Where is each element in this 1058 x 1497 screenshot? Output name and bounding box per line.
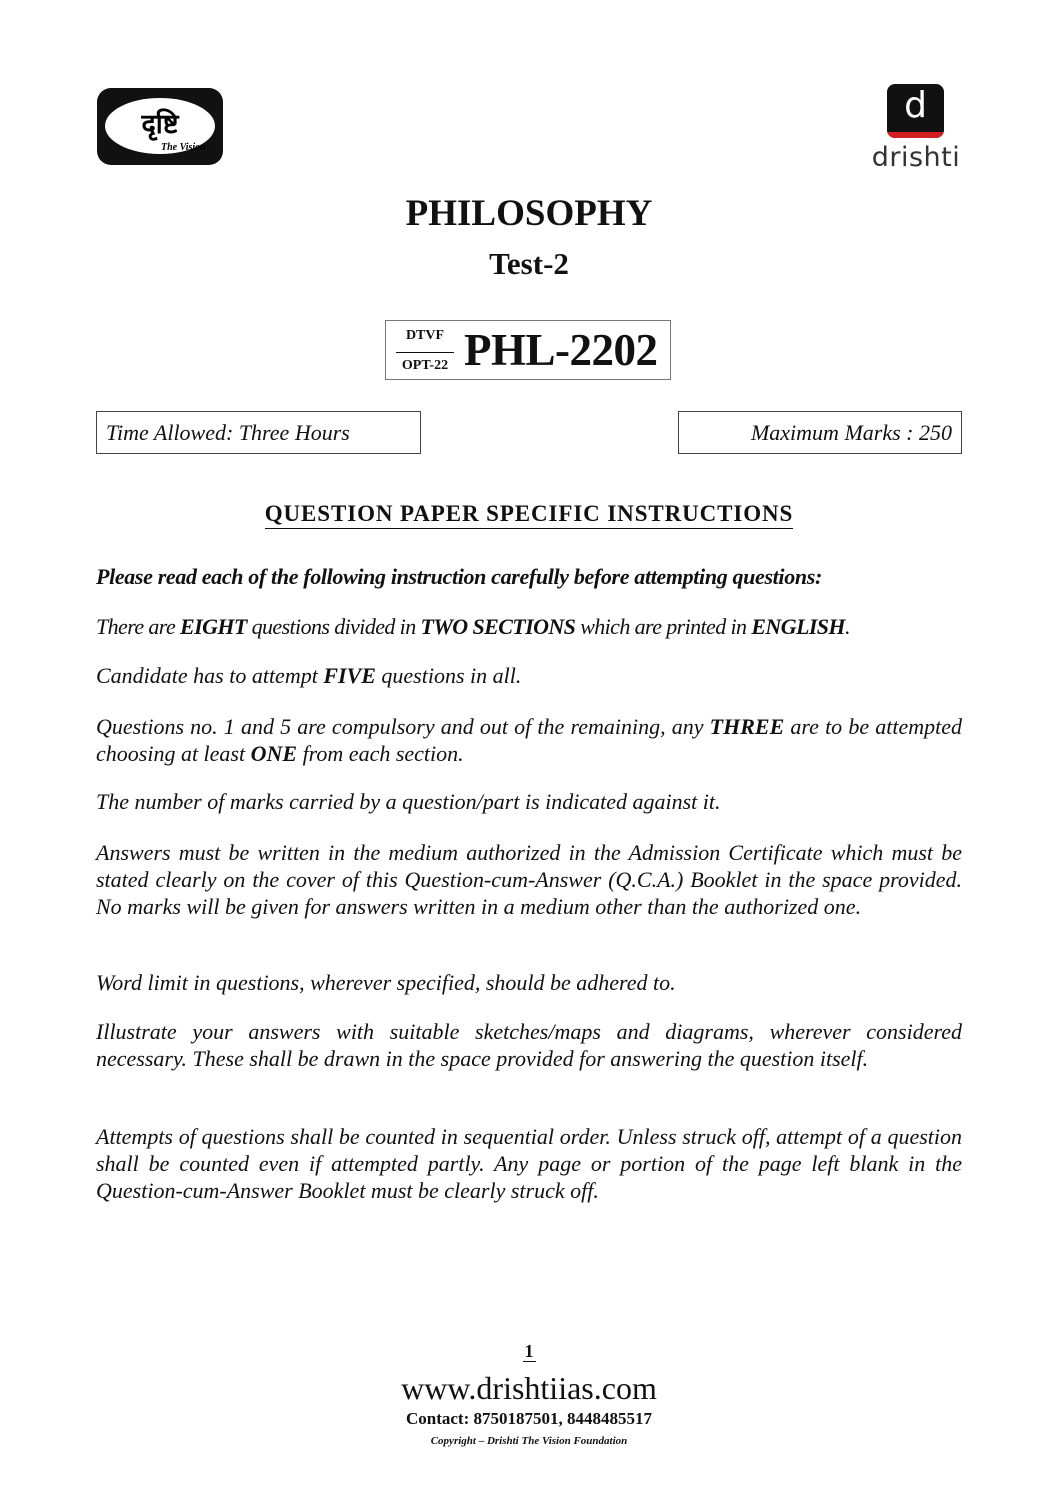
logo-oval (105, 98, 215, 154)
drishti-vision-logo (97, 88, 223, 165)
instructions-heading (0, 501, 1058, 527)
page-number-text: 1 (524, 1341, 534, 1361)
logo-red-bar (887, 132, 944, 138)
maximum-marks-box: Maximum Marks : 250 (678, 411, 962, 454)
code-fraction-bottom: OPT-22 (401, 358, 449, 373)
time-allowed-box: Time Allowed: Three Hours (96, 411, 421, 454)
instruction-illustrations: Illustrate your answers with suitable sketches/maps and diagrams, wherever considered necessary. These shall be drawn in the space provided for answering the question itself. (96, 1019, 962, 1071)
footer-copyright: Copyright – Drishti The Vision Foundation (430, 1435, 628, 1447)
footer-website: www.drishtiias.com (401, 1370, 657, 1406)
logo-tagline: The Vision (161, 142, 206, 153)
test-title: Test-2 (489, 246, 569, 281)
paper-code: PHL-2202 (464, 325, 658, 375)
instruction-word-limit: Word limit in questions, wherever specified, should be adhered to. (96, 970, 676, 995)
logo-tile-icon (887, 84, 944, 138)
page-number (0, 1341, 1058, 1362)
paper-code-box (385, 320, 671, 380)
logo-letter: d (904, 85, 927, 126)
subject-title: PHILOSOPHY (405, 193, 653, 234)
code-fraction-line (396, 352, 454, 353)
code-fraction-top: DTVF (405, 328, 445, 343)
instruction-marks: The number of marks carried by a question/part is indicated against it. (96, 789, 721, 814)
instruction-compulsory-questions: Questions no. 1 and 5 are compulsory and out of the remaining, any THREE are to be attempted choosing at least ONE from each section. (96, 714, 963, 766)
logo-wordmark: drishti (871, 142, 961, 173)
instruction-attempt-count: Candidate has to attempt FIVE questions in all. (96, 663, 522, 688)
footer-contact: Contact: 8750187501, 8448485517 (405, 1409, 652, 1428)
instructions-heading-text: QUESTION PAPER SPECIFIC INSTRUCTIONS (265, 501, 793, 529)
instructions-lead: Please read each of the following instruction carefully before attempting questions: (96, 564, 822, 589)
instruction-sequential-order: Attempts of questions shall be counted in sequential order. Unless struck off, attempt of a question shall be counted even if attempted partly. Any page or portion of the page left blank in the Question-cum-Answer Booklet must be clearly struck off. (96, 1124, 962, 1203)
instruction-medium: Answers must be written in the medium authorized in the Admission Certificate which must be stated clearly on the cover of this Question-cum-Answer (Q.C.A.) Booklet in the space provided. No marks will be given for answers written in a medium other than the authorized one. (96, 840, 962, 919)
logo-devanagari-text: दृष्टि (141, 109, 179, 140)
drishti-app-logo (868, 84, 964, 176)
instruction-question-count: There are EIGHT questions divided in TWO SECTIONS which are printed in ENGLISH. (96, 614, 850, 639)
